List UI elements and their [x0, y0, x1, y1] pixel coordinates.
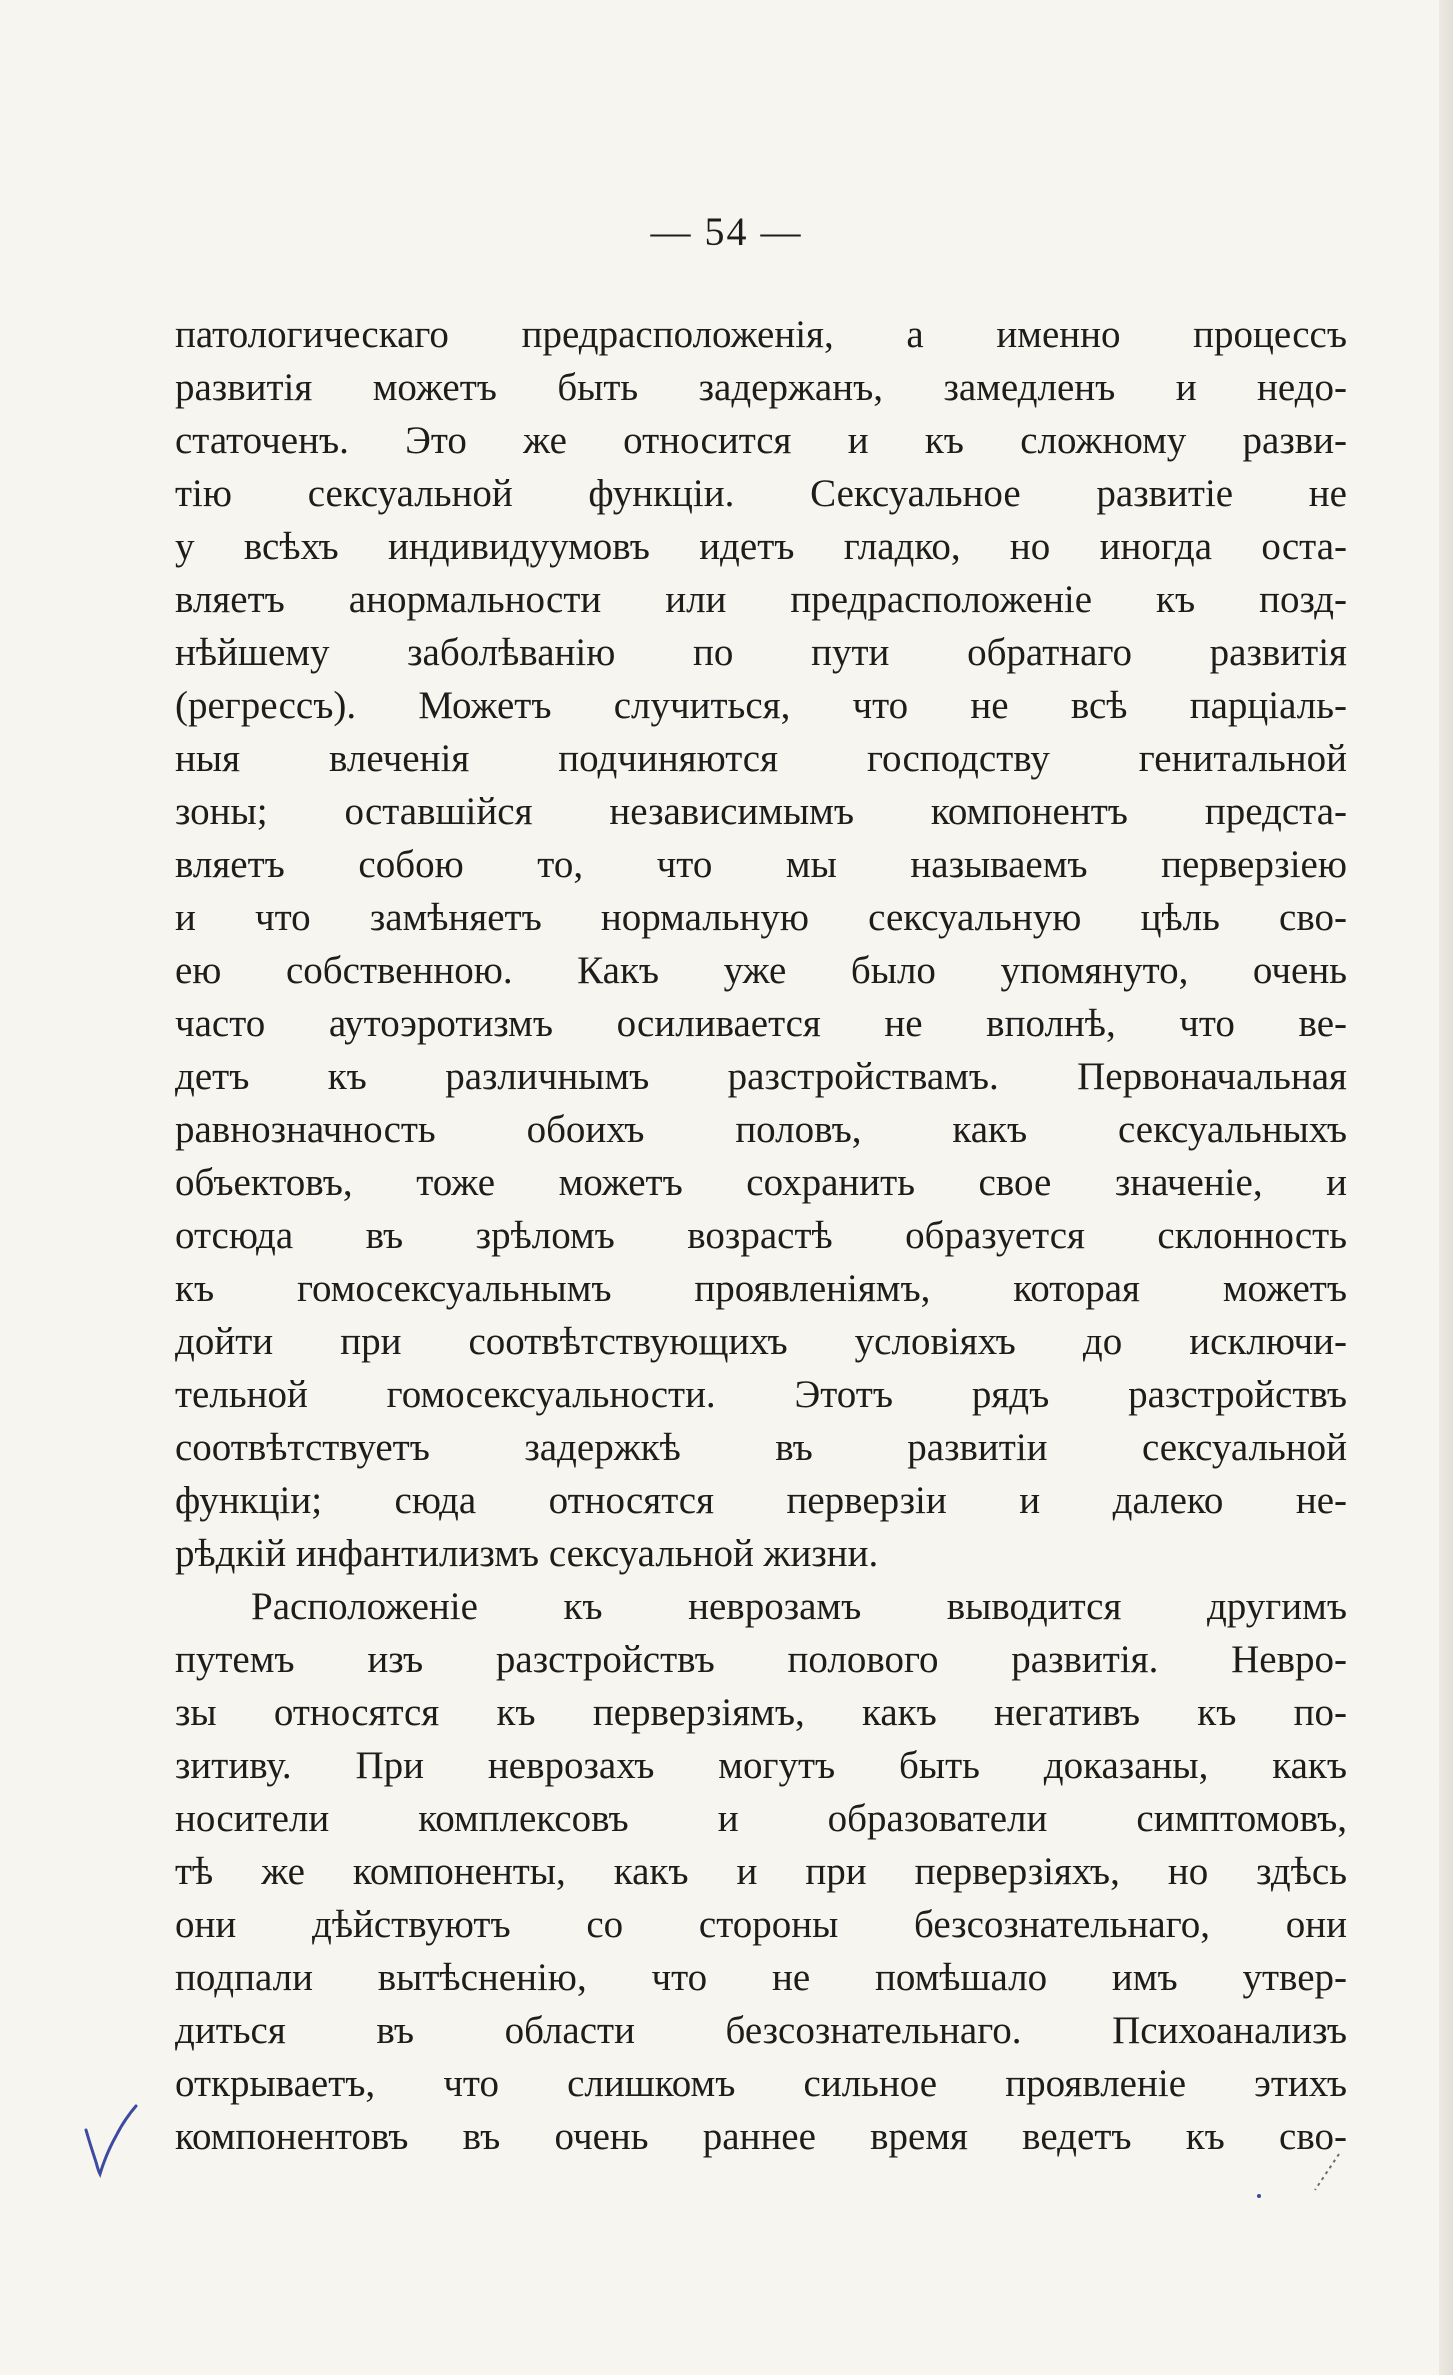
text-line: дойти при соотвѣтствующихъ условіяхъ до исключи-: [175, 1320, 1347, 1363]
text-line: равнозначность обоихъ половъ, какъ сексуальныхъ: [175, 1108, 1347, 1151]
text-line: (регрессъ). Можетъ случиться, что не всѣ парціаль-: [175, 684, 1347, 727]
text-line: Расположеніе къ неврозамъ выводится другимъ: [251, 1585, 1347, 1628]
paragraph-2: [175, 1580, 1347, 2163]
text-line: зитиву. При неврозахъ могутъ быть доказаны, какъ: [175, 1744, 1347, 1787]
text-line: статоченъ. Это же относится и къ сложному разви-: [175, 419, 1347, 462]
page-edge-shadow: [1439, 0, 1453, 2375]
text-line: нѣйшему заболѣванію по пути обратнаго развитія: [175, 631, 1347, 674]
text-line: вляетъ собою то, что мы называемъ перверзіею: [175, 843, 1347, 886]
text-line: подпали вытѣсненію, что не помѣшало имъ утвер-: [175, 1956, 1347, 1999]
text-line: диться въ области безсознательнаго. Психоанализъ: [175, 2009, 1347, 2052]
text-line: соотвѣтствуетъ задержкѣ въ развитіи сексуальной: [175, 1426, 1347, 1469]
text-line: ныя влеченія подчиняются господству генитальной: [175, 737, 1347, 780]
pencil-checkmark-icon: [80, 2100, 140, 2180]
text-line: рѣдкій инфантилизмъ сексуальной жизни.: [175, 1532, 879, 1575]
text-line: тельной гомосексуальности. Этотъ рядъ разстройствъ: [175, 1373, 1347, 1416]
text-line: вляетъ анормальности или предрасположеніе къ позд-: [175, 578, 1347, 621]
text-line: и что замѣняетъ нормальную сексуальную цѣль сво-: [175, 896, 1347, 939]
text-line: детъ къ различнымъ разстройствамъ. Первоначальная: [175, 1055, 1347, 1098]
text-line: тію сексуальной функціи. Сексуальное развитіе не: [175, 472, 1347, 515]
text-line: ею собственною. Какъ уже было упомянуто, очень: [175, 949, 1347, 992]
text-line: компонентовъ въ очень раннее время ведетъ къ сво-: [175, 2115, 1347, 2158]
text-line: развитія можетъ быть задержанъ, замедленъ и недо-: [175, 366, 1347, 409]
paragraph-1: [175, 308, 1347, 1580]
text-line: объектовъ, тоже можетъ сохранить свое значеніе, и: [175, 1161, 1347, 1204]
pencil-mark-icon: [1245, 2150, 1355, 2200]
text-line: тѣ же компоненты, какъ и при перверзіяхъ, но здѣсь: [175, 1850, 1347, 1893]
text-line: часто аутоэротизмъ осиливается не вполнѣ, что ве-: [175, 1002, 1347, 1045]
text-line: зоны; оставшійся независимымъ компонентъ предста-: [175, 790, 1347, 833]
text-line: функціи; сюда относятся перверзіи и далеко не-: [175, 1479, 1347, 1522]
text-line: путемъ изъ разстройствъ полового развитія. Невро-: [175, 1638, 1347, 1681]
page-number: — 54 —: [650, 209, 803, 254]
text-line: къ гомосексуальнымъ проявленіямъ, которая можетъ: [175, 1267, 1347, 1310]
text-line: у всѣхъ индивидуумовъ идетъ гладко, но иногда оста-: [175, 525, 1347, 568]
text-line: отсюда въ зрѣломъ возрастѣ образуется склонность: [175, 1214, 1347, 1257]
text-line: зы относятся къ перверзіямъ, какъ негативъ къ по-: [175, 1691, 1347, 1734]
body-text: [175, 308, 1347, 2163]
text-line: носители комплексовъ и образователи симптомовъ,: [175, 1797, 1347, 1840]
text-line: патологическаго предрасположенія, а именно процессъ: [175, 313, 1347, 356]
text-line: они дѣйствуютъ со стороны безсознательнаго, они: [175, 1903, 1347, 1946]
text-line: открываетъ, что слишкомъ сильное проявленіе этихъ: [175, 2062, 1347, 2105]
